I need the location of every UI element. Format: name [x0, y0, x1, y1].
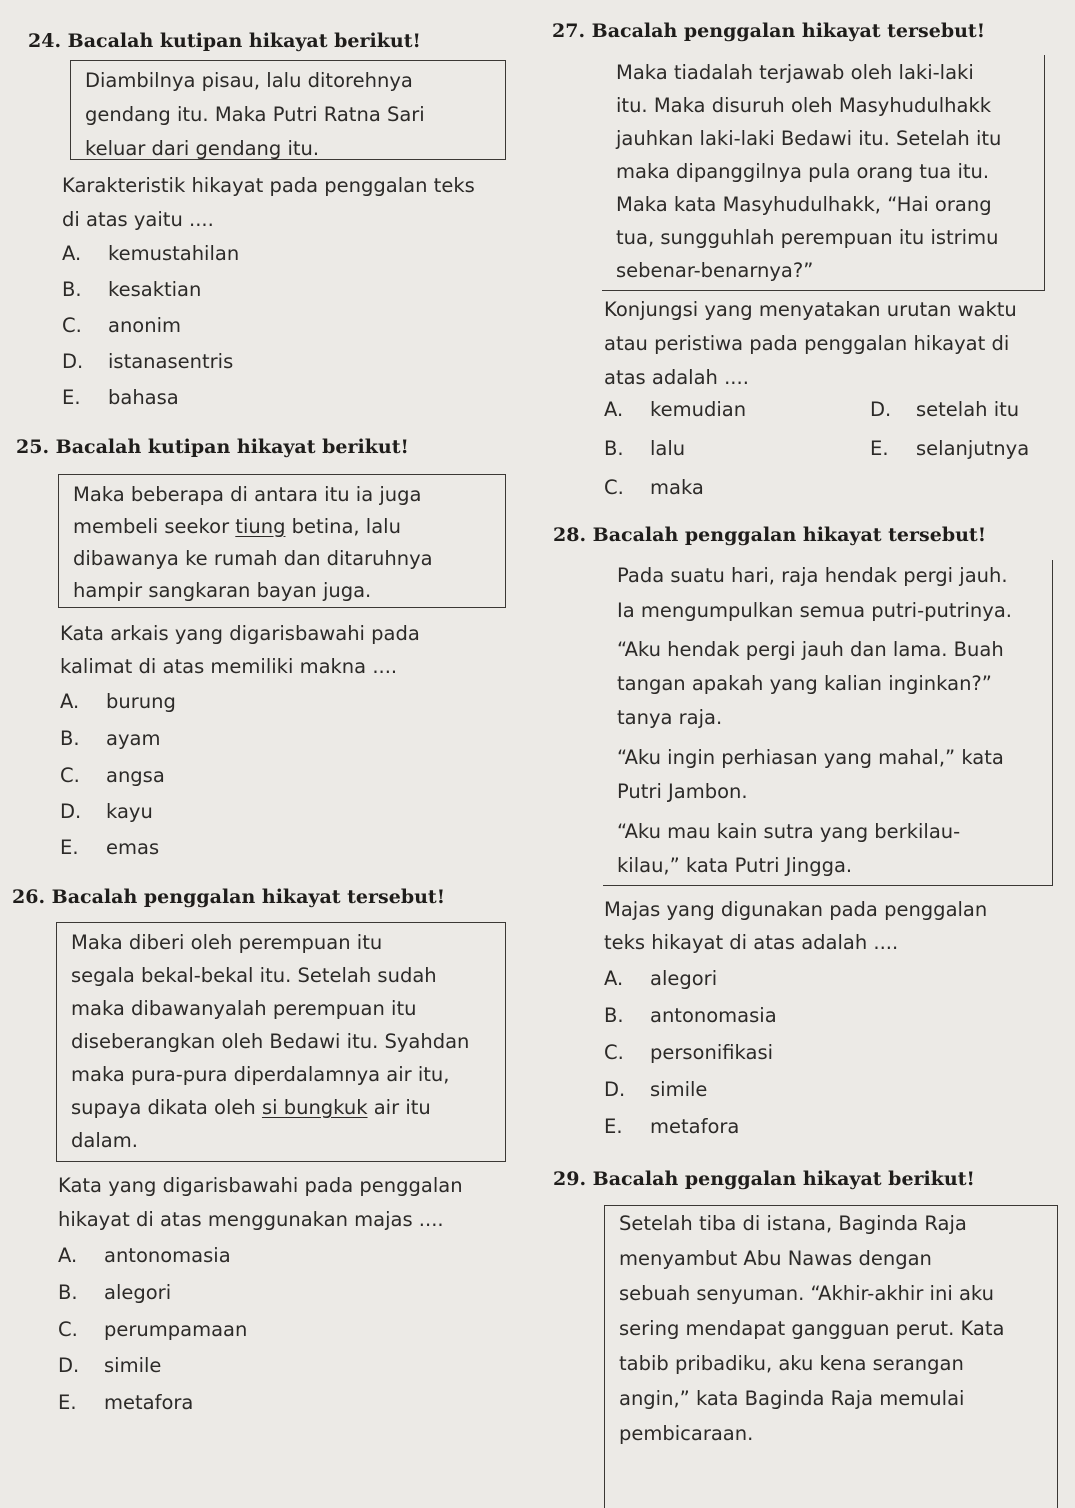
- q24-option-a[interactable]: [62, 242, 239, 265]
- q26-passage-box: [56, 922, 506, 1162]
- q27-passage-line: Maka kata Masyhudulhakk, “Hai orang: [616, 193, 992, 216]
- option-text: selanjutnya: [916, 437, 1030, 460]
- q26-option-b[interactable]: [58, 1281, 171, 1304]
- q26-option-e[interactable]: [58, 1391, 193, 1414]
- option-letter: E.: [62, 386, 81, 409]
- q27-option-e[interactable]: [870, 437, 1029, 460]
- q28-passage-line: Putri Jambon.: [617, 780, 748, 803]
- q27-question-line: Konjungsi yang menyatakan urutan waktu: [604, 298, 1017, 321]
- q27-passage-line: tua, sungguhlah perempuan itu istrimu: [616, 226, 999, 249]
- option-letter: B.: [60, 727, 80, 750]
- q24-option-b[interactable]: [62, 278, 201, 301]
- underlined-word: si bungkuk: [261, 1096, 368, 1119]
- q28-passage-line: tanya raja.: [617, 706, 723, 729]
- q25-question-line: kalimat di atas memiliki makna ....: [60, 655, 398, 678]
- q25-passage-line: dibawanya ke rumah dan ditaruhnya: [73, 547, 433, 570]
- q25-heading: 25. Bacalah kutipan hikayat berikut!: [16, 436, 409, 458]
- option-letter: C.: [62, 314, 82, 337]
- q29-passage-line: angin,” kata Baginda Raja memulai: [619, 1387, 965, 1410]
- option-text: personifikasi: [650, 1041, 774, 1064]
- q26-passage-line: segala bekal-bekal itu. Setelah sudah: [71, 964, 437, 987]
- q28-heading: 28. Bacalah penggalan hikayat tersebut!: [553, 524, 987, 546]
- option-text: kesaktian: [108, 278, 202, 301]
- option-text: angsa: [106, 764, 165, 787]
- option-letter: D.: [62, 350, 84, 373]
- q28-question-line: teks hikayat di atas adalah ....: [604, 931, 899, 954]
- q25-option-c[interactable]: [60, 764, 165, 787]
- option-letter: A.: [604, 398, 624, 421]
- q24-passage-line: keluar dari gendang itu.: [85, 137, 320, 160]
- q28-passage-line: “Aku mau kain sutra yang berkilau-: [617, 820, 961, 843]
- option-text: bahasa: [108, 386, 179, 409]
- option-text: antonomasia: [104, 1244, 231, 1267]
- q29-passage-line: Setelah tiba di istana, Baginda Raja: [619, 1212, 967, 1235]
- option-text: alegori: [650, 967, 718, 990]
- q29-passage-line: sering mendapat gangguan perut. Kata: [619, 1317, 1005, 1340]
- q26-heading: 26. Bacalah penggalan hikayat tersebut!: [12, 886, 446, 908]
- option-letter: C.: [604, 476, 624, 499]
- q25-option-b[interactable]: [60, 727, 160, 750]
- option-text: maka: [650, 476, 704, 499]
- q29-passage-line: menyambut Abu Nawas dengan: [619, 1247, 932, 1270]
- option-letter: E.: [870, 437, 889, 460]
- q26-passage-line: maka dibawanyalah perempuan itu: [71, 997, 417, 1020]
- q25-option-e[interactable]: [60, 836, 159, 859]
- q29-passage-line: sebuah senyuman. “Akhir-akhir ini aku: [619, 1282, 994, 1305]
- q28-passage-box: [603, 560, 1053, 886]
- q26-option-c[interactable]: [58, 1318, 247, 1341]
- q27-passage-box: [602, 55, 1045, 291]
- option-letter: D.: [58, 1354, 80, 1377]
- q28-passage-line: “Aku ingin perhiasan yang mahal,” kata: [617, 746, 1004, 769]
- q24-question-line: di atas yaitu ....: [62, 208, 214, 231]
- option-letter: D.: [604, 1078, 626, 1101]
- q26-question-line: Kata yang digarisbawahi pada penggalan: [58, 1174, 463, 1197]
- q27-option-d[interactable]: [870, 398, 1019, 421]
- q27-question-line: atas adalah ....: [604, 366, 749, 389]
- option-letter: E.: [604, 1115, 623, 1138]
- option-letter: A.: [62, 242, 82, 265]
- q27-option-c[interactable]: [604, 476, 704, 499]
- q28-passage-line: Ia mengumpulkan semua putri-putrinya.: [617, 599, 1012, 622]
- option-letter: B.: [604, 437, 624, 460]
- option-text: istanasentris: [108, 350, 234, 373]
- q25-option-d[interactable]: [60, 800, 153, 823]
- option-text: kemudian: [650, 398, 747, 421]
- option-text: metafora: [650, 1115, 740, 1138]
- q29-passage-line: tabib pribadiku, aku kena serangan: [619, 1352, 964, 1375]
- option-text: kayu: [106, 800, 153, 823]
- option-letter: C.: [60, 764, 80, 787]
- option-text: antonomasia: [650, 1004, 777, 1027]
- q25-passage-line: Maka beberapa di antara itu ia juga: [73, 483, 422, 506]
- option-text: burung: [106, 690, 176, 713]
- q26-passage-line: dalam.: [71, 1129, 138, 1152]
- option-letter: A.: [604, 967, 624, 990]
- q29-passage-box: [604, 1205, 1058, 1508]
- q27-passage-line: jauhkan laki-laki Bedawi itu. Setelah itu: [616, 127, 1002, 150]
- q27-option-b[interactable]: [604, 437, 685, 460]
- q24-option-d[interactable]: [62, 350, 233, 373]
- q24-passage-box: [70, 60, 506, 160]
- q27-passage-line: maka dipanggilnya pula orang tua itu.: [616, 160, 990, 183]
- option-text: simile: [650, 1078, 708, 1101]
- option-letter: A.: [58, 1244, 78, 1267]
- q28-passage-line: kilau,” kata Putri Jingga.: [617, 854, 853, 877]
- q25-passage-box: [58, 474, 506, 608]
- q26-option-a[interactable]: [58, 1244, 231, 1267]
- q27-passage-line: Maka tiadalah terjawab oleh laki-laki: [616, 61, 974, 84]
- q27-passage-line: sebenar-benarnya?”: [616, 259, 814, 282]
- option-text: simile: [104, 1354, 162, 1377]
- q26-passage-line: diseberangkan oleh Bedawi itu. Syahdan: [71, 1030, 470, 1053]
- q28-passage-line: “Aku hendak pergi jauh dan lama. Buah: [617, 638, 1004, 661]
- q27-option-a[interactable]: [604, 398, 746, 421]
- q28-option-a[interactable]: [604, 967, 717, 990]
- q25-passage-line: hampir sangkaran bayan juga.: [73, 579, 372, 602]
- q25-option-a[interactable]: [60, 690, 176, 713]
- q24-heading: 24. Bacalah kutipan hikayat berikut!: [28, 30, 421, 52]
- q26-passage-line: supaya dikata oleh si bungkuk air itu: [71, 1096, 431, 1119]
- option-letter: E.: [60, 836, 79, 859]
- option-letter: A.: [60, 690, 80, 713]
- q26-question-line: hikayat di atas menggunakan majas ....: [58, 1208, 444, 1231]
- q26-passage-line: maka pura-pura diperdalamnya air itu,: [71, 1063, 450, 1086]
- option-letter: B.: [604, 1004, 624, 1027]
- q24-passage-line: Diambilnya pisau, lalu ditorehnya: [85, 69, 413, 92]
- option-text: perumpamaan: [104, 1318, 248, 1341]
- q28-option-d[interactable]: [604, 1078, 707, 1101]
- q25-passage-line: membeli seekor tiung betina, lalu: [73, 515, 401, 538]
- q28-passage-line: tangan apakah yang kalian inginkan?”: [617, 672, 992, 695]
- option-text: metafora: [104, 1391, 194, 1414]
- option-text: alegori: [104, 1281, 172, 1304]
- option-letter: D.: [60, 800, 82, 823]
- q27-passage-line: itu. Maka disuruh oleh Masyhudulhakk: [616, 94, 992, 117]
- q29-passage-line: pembicaraan.: [619, 1422, 754, 1445]
- option-letter: C.: [604, 1041, 624, 1064]
- option-text: kemustahilan: [108, 242, 240, 265]
- option-text: lalu: [650, 437, 686, 460]
- q28-passage-line: Pada suatu hari, raja hendak pergi jauh.: [617, 564, 1008, 587]
- q26-passage-line: Maka diberi oleh perempuan itu: [71, 931, 383, 954]
- option-text: anonim: [108, 314, 182, 337]
- q24-question-line: Karakteristik hikayat pada penggalan teks: [62, 174, 475, 197]
- q27-question-line: atau peristiwa pada penggalan hikayat di: [604, 332, 1010, 355]
- underlined-word: tiung: [235, 515, 286, 538]
- option-text: setelah itu: [916, 398, 1020, 421]
- option-letter: D.: [870, 398, 892, 421]
- q28-option-c[interactable]: [604, 1041, 773, 1064]
- option-letter: E.: [58, 1391, 77, 1414]
- q27-heading: 27. Bacalah penggalan hikayat tersebut!: [552, 20, 986, 42]
- q26-option-d[interactable]: [58, 1354, 161, 1377]
- q28-option-b[interactable]: [604, 1004, 777, 1027]
- q29-heading: 29. Bacalah penggalan hikayat berikut!: [553, 1168, 975, 1190]
- q24-passage-line: gendang itu. Maka Putri Ratna Sari: [85, 103, 425, 126]
- option-text: ayam: [106, 727, 161, 750]
- q24-option-e[interactable]: [62, 386, 179, 409]
- q25-question-line: Kata arkais yang digarisbawahi pada: [60, 622, 420, 645]
- option-letter: B.: [62, 278, 82, 301]
- q28-question-line: Majas yang digunakan pada penggalan: [604, 898, 988, 921]
- q24-option-c[interactable]: [62, 314, 181, 337]
- option-letter: C.: [58, 1318, 78, 1341]
- option-letter: B.: [58, 1281, 78, 1304]
- q28-option-e[interactable]: [604, 1115, 739, 1138]
- option-text: emas: [106, 836, 160, 859]
